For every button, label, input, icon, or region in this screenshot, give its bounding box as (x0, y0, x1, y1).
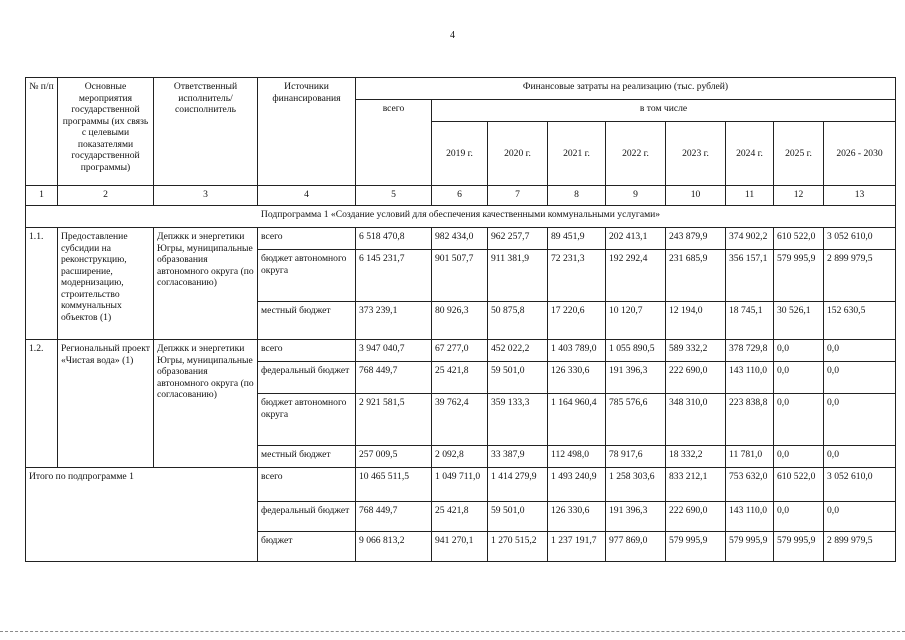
value-cell: 2 092,8 (432, 446, 488, 468)
value-cell: 25 421,8 (432, 362, 488, 394)
value-cell: 3 947 040,7 (356, 340, 432, 362)
source-cell: бюджет (258, 532, 356, 562)
value-cell: 374 902,2 (726, 228, 774, 250)
header-year: 2025 г. (774, 122, 824, 186)
value-cell: 1 055 890,5 (606, 340, 666, 362)
value-cell: 80 926,3 (432, 302, 488, 340)
value-cell: 152 630,5 (824, 302, 896, 340)
value-cell: 112 498,0 (548, 446, 606, 468)
value-cell: 0,0 (824, 502, 896, 532)
header-total: всего (356, 100, 432, 186)
value-cell: 39 762,4 (432, 394, 488, 446)
header-year: 2023 г. (666, 122, 726, 186)
value-cell: 2 921 581,5 (356, 394, 432, 446)
value-cell: 0,0 (774, 446, 824, 468)
item-responsible: Депжкк и энергетики Югры, муниципальные образования автономного округа (по согласованию) (154, 228, 258, 340)
table-row (26, 340, 896, 362)
value-cell: 202 413,1 (606, 228, 666, 250)
value-cell: 1 049 711,0 (432, 468, 488, 502)
column-number: 11 (726, 186, 774, 206)
value-cell: 962 257,7 (488, 228, 548, 250)
value-cell: 0,0 (824, 362, 896, 394)
header-sources: Источники финансирования (258, 78, 356, 186)
value-cell: 78 917,6 (606, 446, 666, 468)
value-cell: 1 414 279,9 (488, 468, 548, 502)
value-cell: 18 745,1 (726, 302, 774, 340)
value-cell: 30 526,1 (774, 302, 824, 340)
value-cell: 785 576,6 (606, 394, 666, 446)
header-year: 2021 г. (548, 122, 606, 186)
item-event: Региональный проект «Чистая вода» (1) (58, 340, 154, 468)
header-year: 2020 г. (488, 122, 548, 186)
column-number: 12 (774, 186, 824, 206)
header-responsible: Ответственный исполнитель/соисполнитель (154, 78, 258, 186)
value-cell: 10 120,7 (606, 302, 666, 340)
value-cell: 579 995,9 (774, 532, 824, 562)
value-cell: 6 145 231,7 (356, 250, 432, 302)
value-cell: 589 332,2 (666, 340, 726, 362)
source-cell: бюджет автономного округа (258, 394, 356, 446)
header-including: в том числе (432, 100, 896, 122)
value-cell: 18 332,2 (666, 446, 726, 468)
value-cell: 12 194,0 (666, 302, 726, 340)
value-cell: 126 330,6 (548, 502, 606, 532)
header-row-1 (26, 78, 896, 100)
value-cell: 17 220,6 (548, 302, 606, 340)
value-cell: 243 879,9 (666, 228, 726, 250)
value-cell: 768 449,7 (356, 502, 432, 532)
value-cell: 143 110,0 (726, 502, 774, 532)
value-cell: 0,0 (774, 502, 824, 532)
value-cell: 452 022,2 (488, 340, 548, 362)
column-number: 1 (26, 186, 58, 206)
value-cell: 67 277,0 (432, 340, 488, 362)
value-cell: 378 729,8 (726, 340, 774, 362)
value-cell: 610 522,0 (774, 228, 824, 250)
column-number: 8 (548, 186, 606, 206)
value-cell: 25 421,8 (432, 502, 488, 532)
item-event: Предоставление субсидии на реконструкцию, расширение, модернизацию, строительство коммунальных объектов (1) (58, 228, 154, 340)
value-cell: 1 258 303,6 (606, 468, 666, 502)
header-year: 2026 - 2030 (824, 122, 896, 186)
value-cell: 231 685,9 (666, 250, 726, 302)
value-cell: 6 518 470,8 (356, 228, 432, 250)
value-cell: 373 239,1 (356, 302, 432, 340)
value-cell: 0,0 (774, 362, 824, 394)
item-number: 1.1. (26, 228, 58, 340)
value-cell: 901 507,7 (432, 250, 488, 302)
totals-row (26, 468, 896, 502)
value-cell: 0,0 (824, 446, 896, 468)
value-cell: 222 690,0 (666, 502, 726, 532)
financing-table (25, 77, 896, 562)
value-cell: 3 052 610,0 (824, 228, 896, 250)
value-cell: 143 110,0 (726, 362, 774, 394)
value-cell: 222 690,0 (666, 362, 726, 394)
value-cell: 192 292,4 (606, 250, 666, 302)
column-number: 3 (154, 186, 258, 206)
header-financial: Финансовые затраты на реализацию (тыс. рублей) (356, 78, 896, 100)
source-cell: всего (258, 340, 356, 362)
column-number: 13 (824, 186, 896, 206)
value-cell: 1 237 191,7 (548, 532, 606, 562)
source-cell: всего (258, 228, 356, 250)
value-cell: 833 212,1 (666, 468, 726, 502)
value-cell: 126 330,6 (548, 362, 606, 394)
value-cell: 11 781,0 (726, 446, 774, 468)
column-number: 2 (58, 186, 154, 206)
value-cell: 1 493 240,9 (548, 468, 606, 502)
value-cell: 223 838,8 (726, 394, 774, 446)
scan-edge-line (0, 631, 905, 632)
value-cell: 768 449,7 (356, 362, 432, 394)
table-row (26, 228, 896, 250)
column-number: 9 (606, 186, 666, 206)
header-year: 2019 г. (432, 122, 488, 186)
source-cell: всего (258, 468, 356, 502)
value-cell: 0,0 (774, 394, 824, 446)
column-number: 10 (666, 186, 726, 206)
value-cell: 0,0 (774, 340, 824, 362)
value-cell: 610 522,0 (774, 468, 824, 502)
column-number: 5 (356, 186, 432, 206)
column-number: 6 (432, 186, 488, 206)
value-cell: 59 501,0 (488, 362, 548, 394)
value-cell: 579 995,9 (726, 532, 774, 562)
source-cell: федеральный бюджет (258, 502, 356, 532)
value-cell: 50 875,8 (488, 302, 548, 340)
item-responsible: Депжкк и энергетики Югры, муниципальные образования автономного округа (по согласованию) (154, 340, 258, 468)
column-number: 4 (258, 186, 356, 206)
value-cell: 2 899 979,5 (824, 532, 896, 562)
header-events: Основные мероприятия государственной программы (их связь с целевыми показателями государственной программы) (58, 78, 154, 186)
totals-label: Итого по подпрограмме 1 (26, 468, 258, 562)
value-cell: 257 009,5 (356, 446, 432, 468)
value-cell: 579 995,9 (666, 532, 726, 562)
table-body (26, 78, 896, 562)
value-cell: 359 133,3 (488, 394, 548, 446)
subprogram-title: Подпрограмма 1 «Создание условий для обеспечения качественными коммунальными услугами» (26, 206, 896, 228)
value-cell: 753 632,0 (726, 468, 774, 502)
value-cell: 191 396,3 (606, 362, 666, 394)
source-cell: бюджет автономного округа (258, 250, 356, 302)
value-cell: 3 052 610,0 (824, 468, 896, 502)
source-cell: местный бюджет (258, 302, 356, 340)
header-no: № п/п (26, 78, 58, 186)
header-year: 2024 г. (726, 122, 774, 186)
value-cell: 348 310,0 (666, 394, 726, 446)
value-cell: 579 995,9 (774, 250, 824, 302)
value-cell: 911 381,9 (488, 250, 548, 302)
value-cell: 9 066 813,2 (356, 532, 432, 562)
value-cell: 2 899 979,5 (824, 250, 896, 302)
value-cell: 1 403 789,0 (548, 340, 606, 362)
source-cell: федеральный бюджет (258, 362, 356, 394)
column-number: 7 (488, 186, 548, 206)
value-cell: 982 434,0 (432, 228, 488, 250)
value-cell: 1 164 960,4 (548, 394, 606, 446)
value-cell: 0,0 (824, 394, 896, 446)
value-cell: 10 465 511,5 (356, 468, 432, 502)
subprogram-row (26, 206, 896, 228)
value-cell: 33 387,9 (488, 446, 548, 468)
value-cell: 1 270 515,2 (488, 532, 548, 562)
value-cell: 59 501,0 (488, 502, 548, 532)
source-cell: местный бюджет (258, 446, 356, 468)
value-cell: 0,0 (824, 340, 896, 362)
value-cell: 941 270,1 (432, 532, 488, 562)
value-cell: 89 451,9 (548, 228, 606, 250)
value-cell: 356 157,1 (726, 250, 774, 302)
value-cell: 977 869,0 (606, 532, 666, 562)
item-number: 1.2. (26, 340, 58, 468)
value-cell: 72 231,3 (548, 250, 606, 302)
page-number: 4 (450, 30, 455, 41)
value-cell: 191 396,3 (606, 502, 666, 532)
column-numbers-row (26, 186, 896, 206)
header-year: 2022 г. (606, 122, 666, 186)
